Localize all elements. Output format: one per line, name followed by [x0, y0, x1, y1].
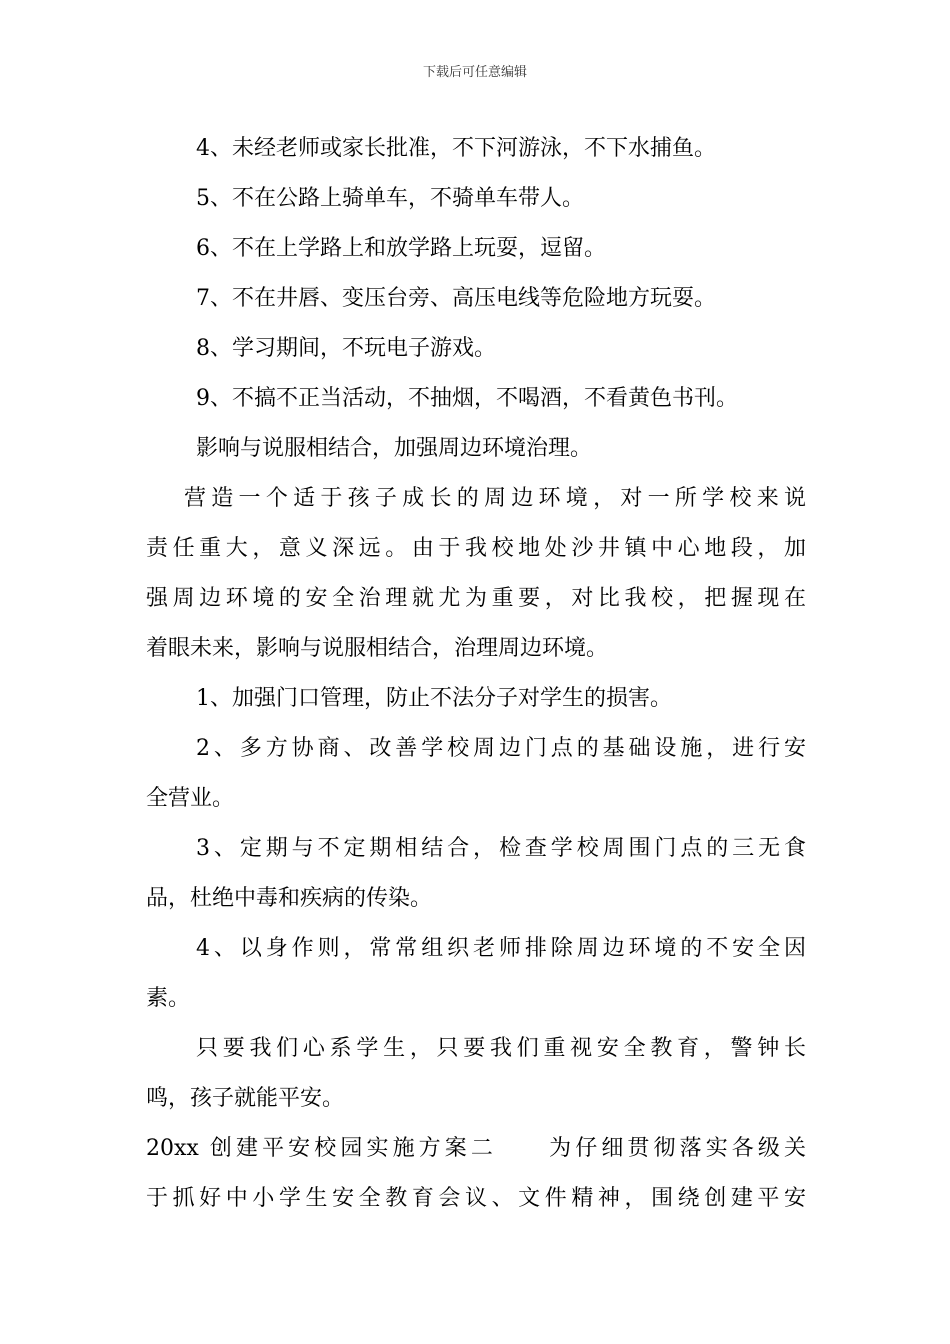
rule-item-5: 5、不在公路上骑单车，不骑单车带人。	[196, 186, 584, 211]
paragraph-line: 责任重大，意义深远。由于我校地处沙井镇中心地段，加	[146, 536, 806, 561]
measure-item-4: 4、以身作则，常常组织老师排除周边环境的不安全因	[196, 936, 806, 961]
paragraph-line: 着眼未来，影响与说服相结合，治理周边环境。	[146, 636, 609, 661]
section-heading: 影响与说服相结合，加强周边环境治理。	[196, 436, 593, 461]
measure-item-4-cont: 素。	[146, 986, 191, 1011]
measure-item-3: 3、定期与不定期相结合，检查学校周围门点的三无食	[196, 836, 806, 861]
paragraph-line: 营造一个适于孩子成长的周边环境，对一所学校来说	[184, 486, 806, 511]
measure-item-1: 1、加强门口管理，防止不法分子对学生的损害。	[196, 686, 672, 711]
measure-item-2-cont: 全营业。	[146, 786, 235, 811]
paragraph-line: 于抓好中小学生安全教育会议、文件精神，围绕创建平安	[146, 1186, 806, 1211]
rule-item-7: 7、不在井唇、变压台旁、高压电线等危险地方玩耍。	[196, 286, 716, 311]
rule-item-9: 9、不搞不正当活动，不抽烟，不喝酒，不看黄色书刊。	[196, 386, 738, 411]
section-title-plan-two: 20xx 创建平安校园实施方案二 为仔细贯彻落实各级关	[146, 1136, 806, 1161]
measure-item-2: 2、多方协商、改善学校周边门点的基础设施，进行安	[196, 736, 806, 761]
measure-item-3-cont: 品，杜绝中毒和疾病的传染。	[146, 886, 433, 911]
closing-paragraph: 只要我们心系学生，只要我们重视安全教育，警钟长	[196, 1036, 806, 1061]
rule-item-4: 4、未经老师或家长批准，不下河游泳，不下水捕鱼。	[196, 136, 716, 161]
rule-item-6: 6、不在上学路上和放学路上玩耍，逗留。	[196, 236, 606, 261]
rule-item-8: 8、学习期间，不玩电子游戏。	[196, 336, 496, 361]
closing-paragraph-cont: 鸣，孩子就能平安。	[146, 1086, 345, 1111]
page-header-watermark: 下载后可任意编辑	[422, 65, 527, 80]
paragraph-line: 强周边环境的安全治理就尤为重要，对比我校，把握现在	[146, 586, 806, 611]
document-body	[146, 124, 806, 1224]
